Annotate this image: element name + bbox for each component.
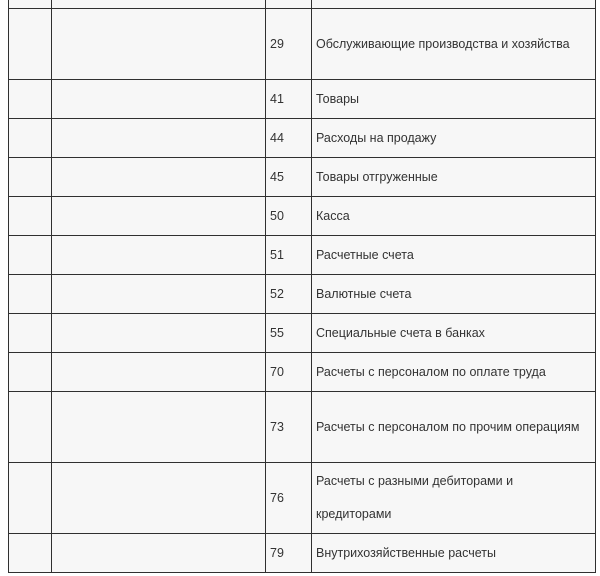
empty-cell [9, 353, 52, 392]
accounts-table [8, 0, 596, 573]
account-name: Специальные счета в банках [312, 314, 596, 353]
empty-cell [9, 463, 52, 534]
account-code: 44 [266, 119, 312, 158]
empty-cell [52, 9, 266, 80]
account-code: 70 [266, 353, 312, 392]
account-code [266, 0, 312, 9]
empty-cell [52, 236, 266, 275]
table-row [9, 197, 596, 236]
account-name: Расчеты с разными дебиторами и кредиторами [312, 463, 596, 534]
account-code: 41 [266, 80, 312, 119]
table-row [9, 353, 596, 392]
table-row [9, 9, 596, 80]
empty-cell [52, 119, 266, 158]
table-row [9, 534, 596, 573]
empty-cell [9, 392, 52, 463]
table-row [9, 158, 596, 197]
account-code: 50 [266, 197, 312, 236]
account-name: Расчеты с персоналом по оплате труда [312, 353, 596, 392]
account-name: Товары [312, 80, 596, 119]
empty-cell [9, 158, 52, 197]
account-name [312, 0, 596, 9]
empty-cell [52, 275, 266, 314]
account-name: Расходы на продажу [312, 119, 596, 158]
empty-cell [9, 534, 52, 573]
empty-cell [52, 353, 266, 392]
empty-cell [52, 158, 266, 197]
empty-cell [52, 0, 266, 9]
account-code: 76 [266, 463, 312, 534]
account-code: 45 [266, 158, 312, 197]
table-row [9, 392, 596, 463]
empty-cell [52, 392, 266, 463]
empty-cell [52, 463, 266, 534]
account-name: Расчеты с персоналом по прочим операциям [312, 392, 596, 463]
empty-cell [9, 197, 52, 236]
empty-cell [52, 534, 266, 573]
empty-cell [9, 0, 52, 9]
account-code: 51 [266, 236, 312, 275]
empty-cell [9, 119, 52, 158]
account-code: 29 [266, 9, 312, 80]
account-code: 73 [266, 392, 312, 463]
table-row [9, 463, 596, 534]
table-row [9, 275, 596, 314]
table-row [9, 0, 596, 9]
account-name: Обслуживающие производства и хозяйства [312, 9, 596, 80]
account-code: 52 [266, 275, 312, 314]
empty-cell [52, 80, 266, 119]
table-row [9, 80, 596, 119]
account-code: 79 [266, 534, 312, 573]
empty-cell [9, 80, 52, 119]
empty-cell [52, 314, 266, 353]
account-name: Внутрихозяйственные расчеты [312, 534, 596, 573]
empty-cell [9, 275, 52, 314]
empty-cell [9, 9, 52, 80]
table-row [9, 119, 596, 158]
account-name: Касса [312, 197, 596, 236]
account-name: Валютные счета [312, 275, 596, 314]
empty-cell [9, 314, 52, 353]
account-name: Товары отгруженные [312, 158, 596, 197]
account-code: 55 [266, 314, 312, 353]
empty-cell [9, 236, 52, 275]
table-row [9, 314, 596, 353]
table-row [9, 236, 596, 275]
empty-cell [52, 197, 266, 236]
account-name: Расчетные счета [312, 236, 596, 275]
